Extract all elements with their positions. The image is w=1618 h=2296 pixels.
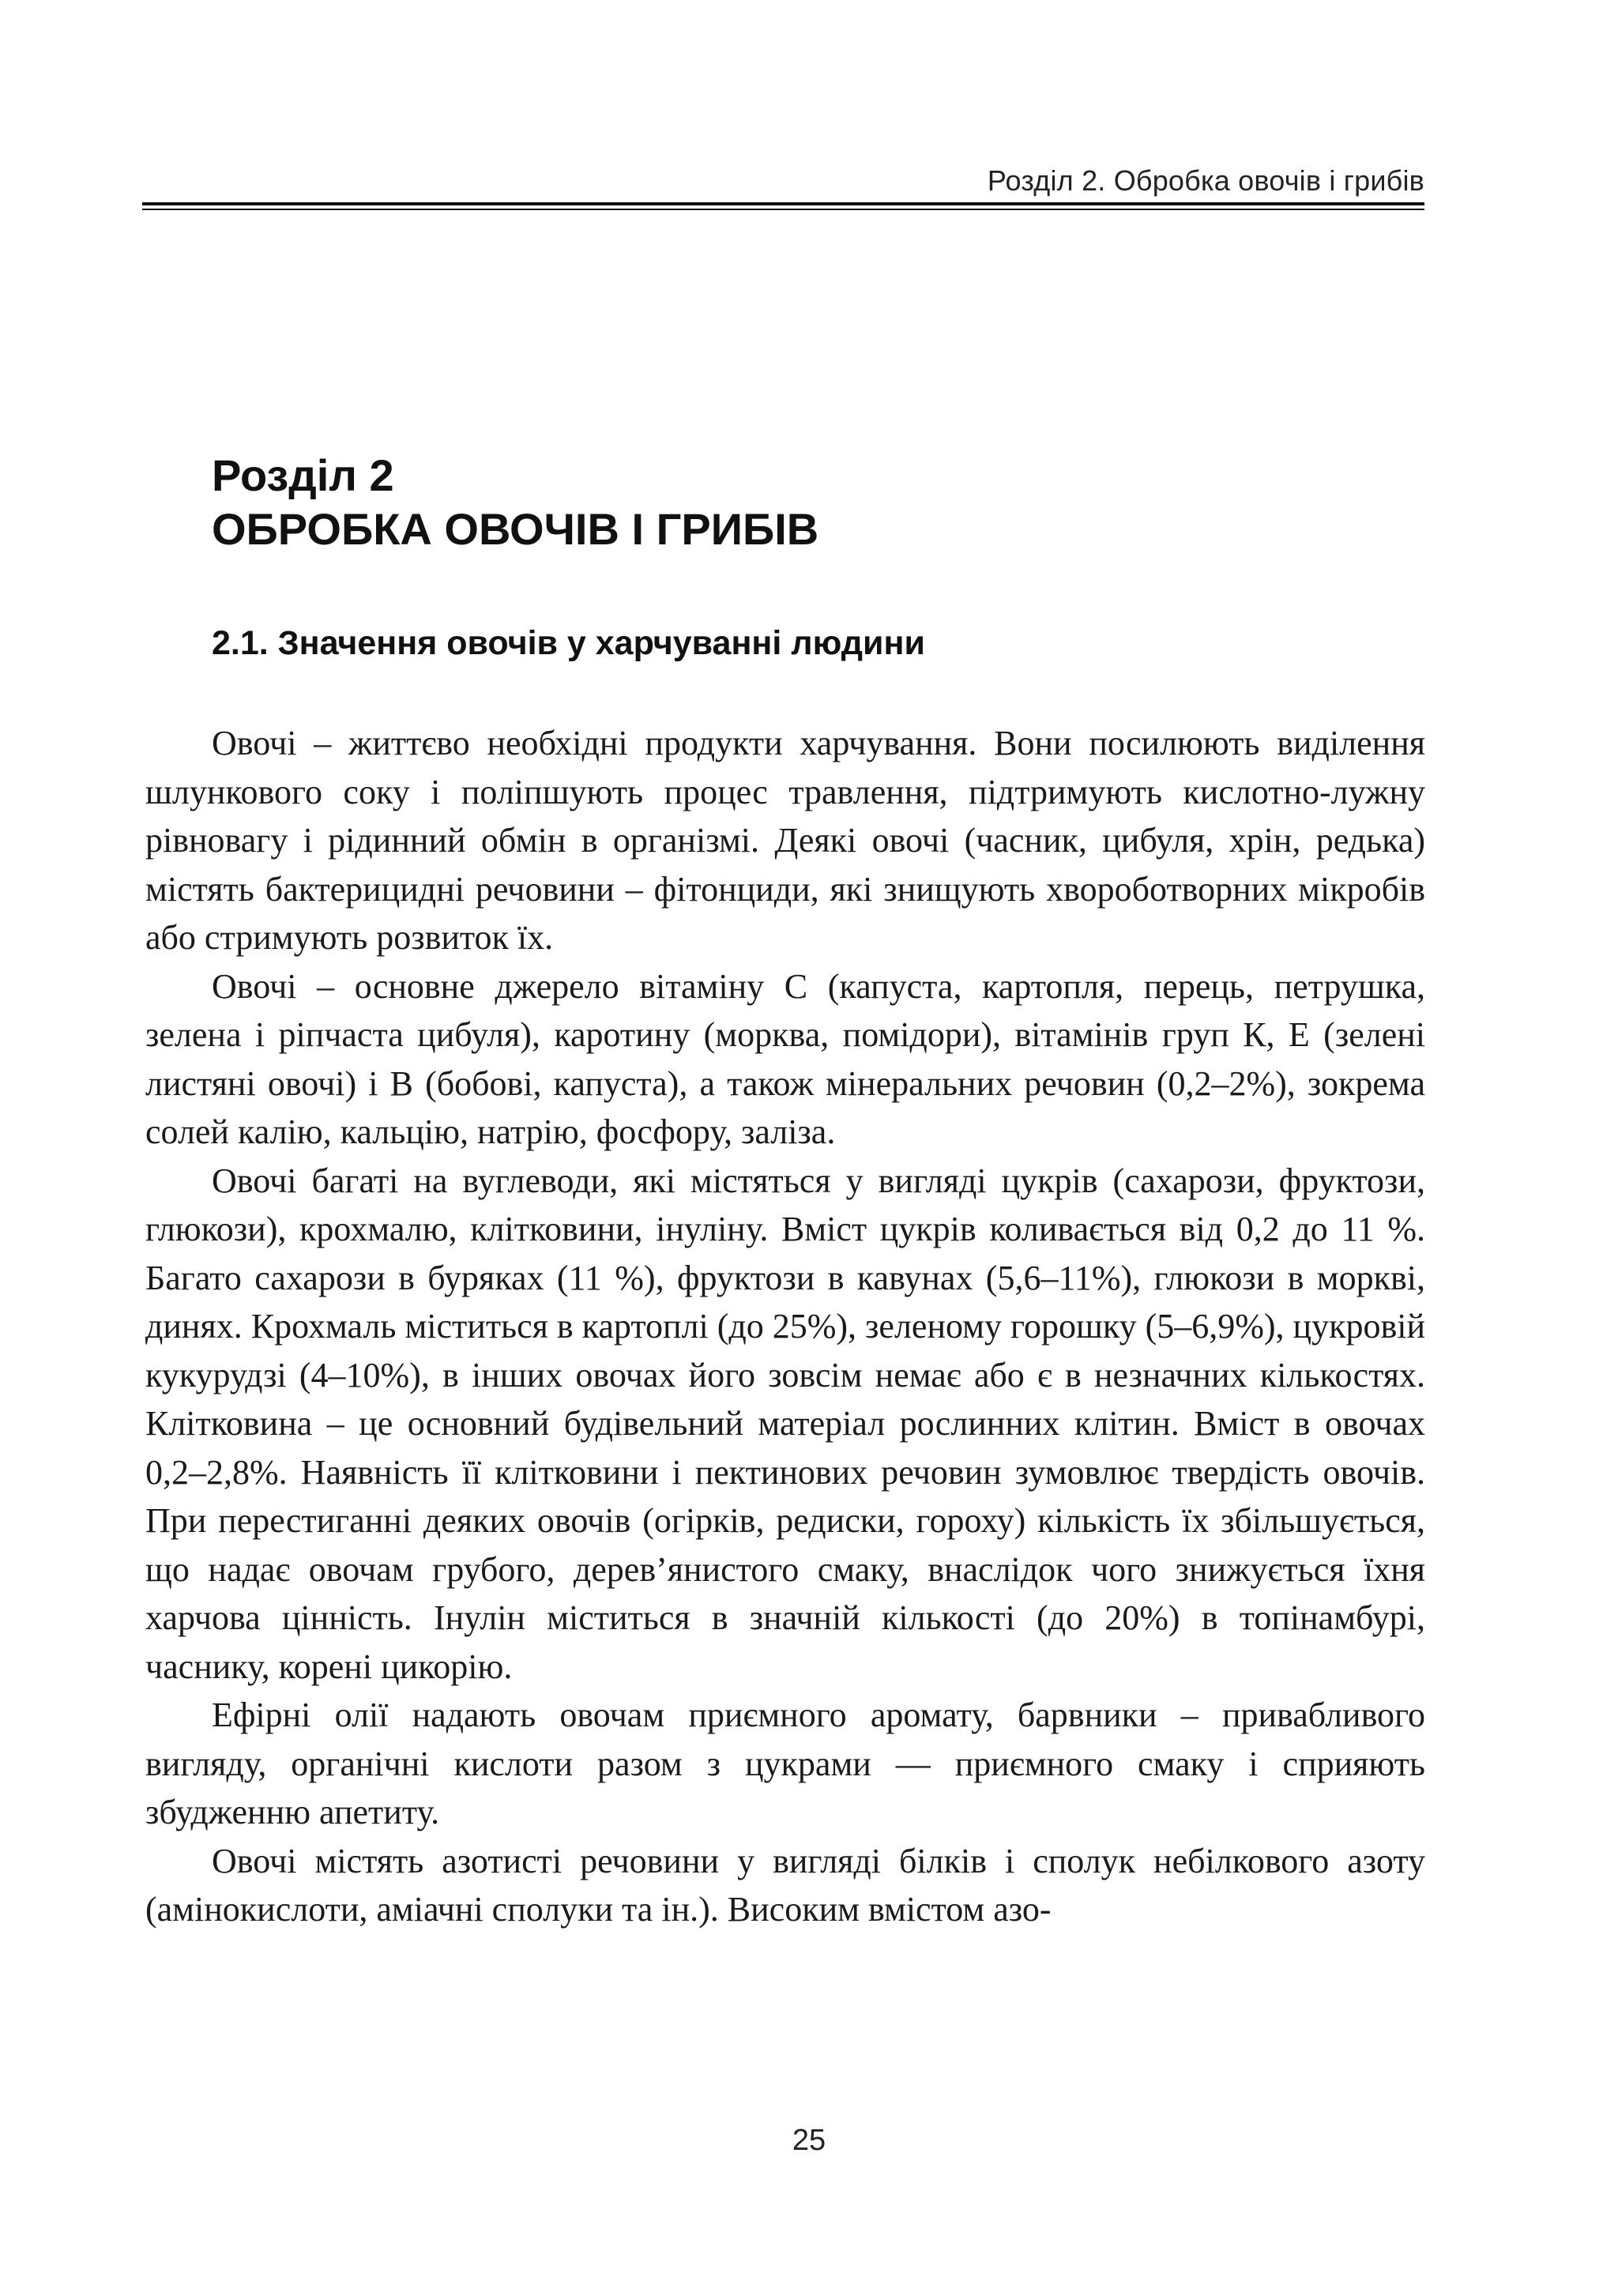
chapter-title: ОБРОБКА ОВОЧІВ І ГРИБІВ: [212, 504, 819, 554]
header-rule-thin: [142, 209, 1424, 210]
paragraph: Овочі багаті на вуглеводи, які містяться у вигляді цукрів (сахарози, фруктози, глюкози), крохмалю, клітковини, інуліну. Вміст цукрів коливається від 0,2 до 11 %. Багато сахарози в буряках (11 %), фруктози в кавунах (5,6–11%), глюкози в моркві, динях. Крохмаль міститься в картоплі (до 25%), зеленому горошку (5–6,9%), цукровій кукурудзі (4–10%), в інших овочах його зовсім немає або є в незначних кількостях. Клітковина – це основний будівельний матеріал рослинних клітин. Вміст в овочах 0,2–2,8%. Наявність її клітковини і пектинових речовин зумовлює твердість овочів. При перестиганні деяких овочів (огірків, редиски, гороху) кількість їх збільшується, що надає овочам грубого, дерев’янистого смаку, внаслідок чого знижується їхня харчова цінність. Інулін міститься в значній кількості (до 20%) в топінамбурі, часнику, корені цикорію.: [145, 1161, 1426, 1686]
page-number: 25: [792, 2124, 826, 2157]
body-text: [145, 719, 1425, 1934]
running-head: Розділ 2. Обробка овочів і грибів: [987, 164, 1424, 197]
chapter-number: Розділ 2: [212, 450, 394, 500]
paragraph: Овочі містять азотисті речовини у вигляді білків і сполук небілкового азоту (амінокислоти, аміачні сполуки та ін.). Високим вмістом азо-: [145, 1841, 1425, 1929]
chapter-heading: [212, 449, 818, 556]
paragraph: Овочі – життєво необхідні продукти харчування. Вони посилюють виділення шлункового соку і поліпшують процес травлення, підтримують кислотно-лужну рівновагу і рідинний обмін в організмі. Деякі овочі (часник, цибуля, хрін, редька) містять бактерицидні речовини – фітонциди, які знищують хвороботворних мікробів або стримують розвиток їх.: [145, 724, 1425, 957]
section-heading: 2.1. Значення овочів у харчуванні людини: [212, 624, 925, 662]
header-rule: [142, 202, 1424, 205]
paragraph: Овочі – основне джерело вітаміну С (капуста, картопля, перець, петрушка, зелена і ріпчаста цибуля), каротину (морква, помідори), вітамінів груп К, Е (зелені листяні овочі) і В (бобові, капуста), а також мінеральних речовин (0,2–2%), зокрема солей калію, кальцію, натрію, фосфору, заліза.: [145, 966, 1425, 1151]
paragraph: Ефірні олії надають овочам приємного аромату, барвники – привабливого вигляду, органічні кислоти разом з цукрами — приємного смаку і сприяють збудженню апетиту.: [145, 1696, 1425, 1831]
